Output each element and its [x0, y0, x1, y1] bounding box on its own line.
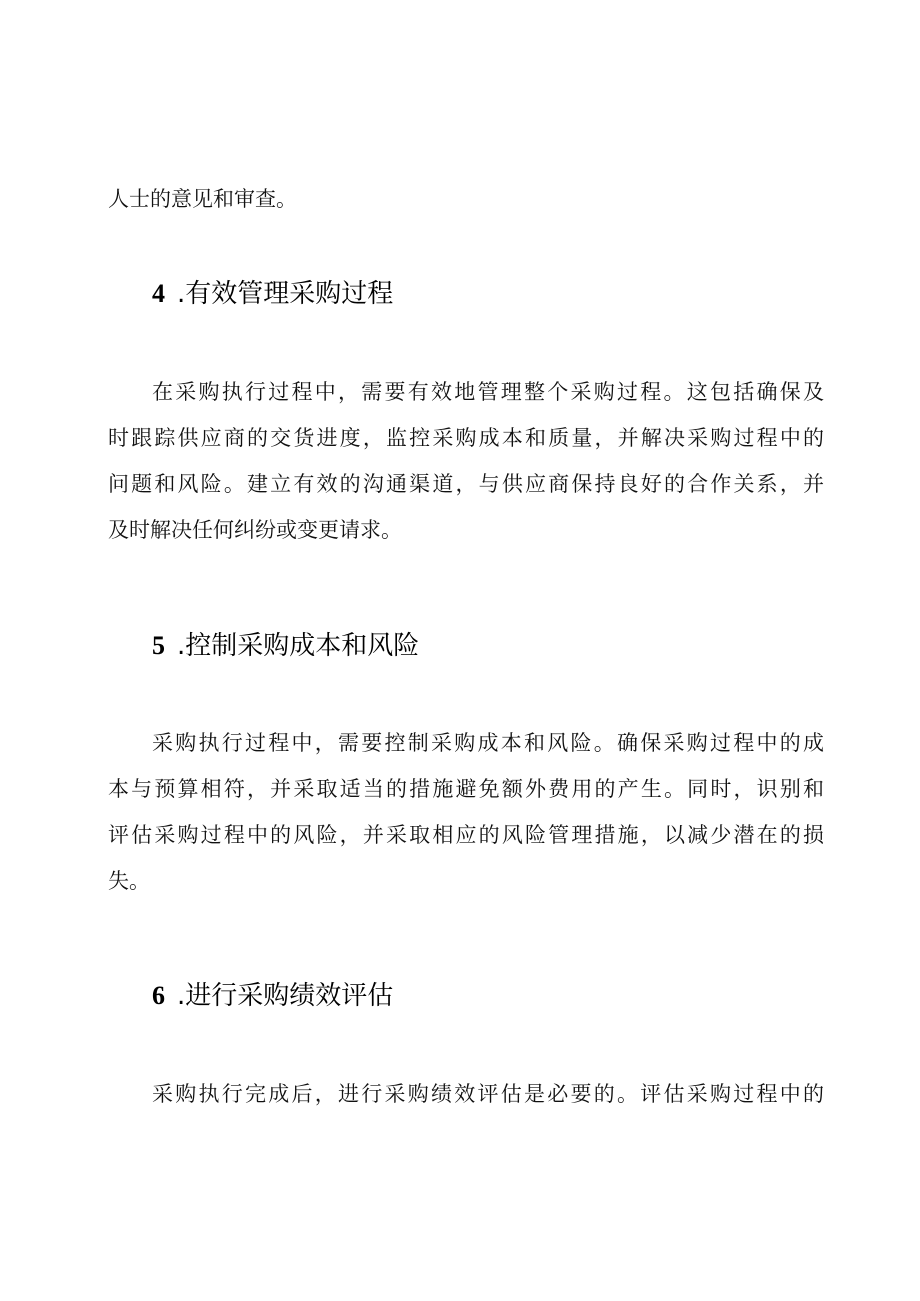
- section-title: .控制采购成本和风险: [177, 631, 420, 661]
- section-heading: [152, 626, 419, 666]
- section-title: .进行采购绩效评估: [177, 981, 394, 1011]
- section-number: 6: [152, 981, 165, 1010]
- paragraph-line: 采购执行过程中，需要控制采购成本和风险。确保采购过程中的成: [152, 731, 824, 755]
- section-heading: [152, 274, 393, 314]
- paragraph-line: 本与预算相符，并采取适当的措施避免额外费用的产生。同时，识别和: [108, 777, 824, 801]
- paragraph-line: 采购执行完成后，进行采购绩效评估是必要的。评估采购过程中的: [152, 1082, 824, 1106]
- section-number: 4: [152, 279, 165, 308]
- paragraph-line: 人士的意见和审查。: [108, 187, 297, 211]
- section-heading: [152, 976, 393, 1016]
- paragraph-line: 在采购执行过程中，需要有效地管理整个采购过程。这包括确保及: [152, 380, 824, 404]
- paragraph-line: 评估采购过程中的风险，并采取相应的风险管理措施，以减少潜在的损: [108, 823, 824, 847]
- paragraph-line: 问题和风险。建立有效的沟通渠道，与供应商保持良好的合作关系，并: [108, 472, 824, 496]
- paragraph-line: 失。: [108, 869, 150, 893]
- paragraph-line: 及时解决任何纠纷或变更请求。: [108, 518, 402, 542]
- paragraph-line: 时跟踪供应商的交货进度，监控采购成本和质量，并解决采购过程中的: [108, 426, 824, 450]
- section-title: .有效管理采购过程: [177, 279, 394, 309]
- section-number: 5: [152, 631, 165, 660]
